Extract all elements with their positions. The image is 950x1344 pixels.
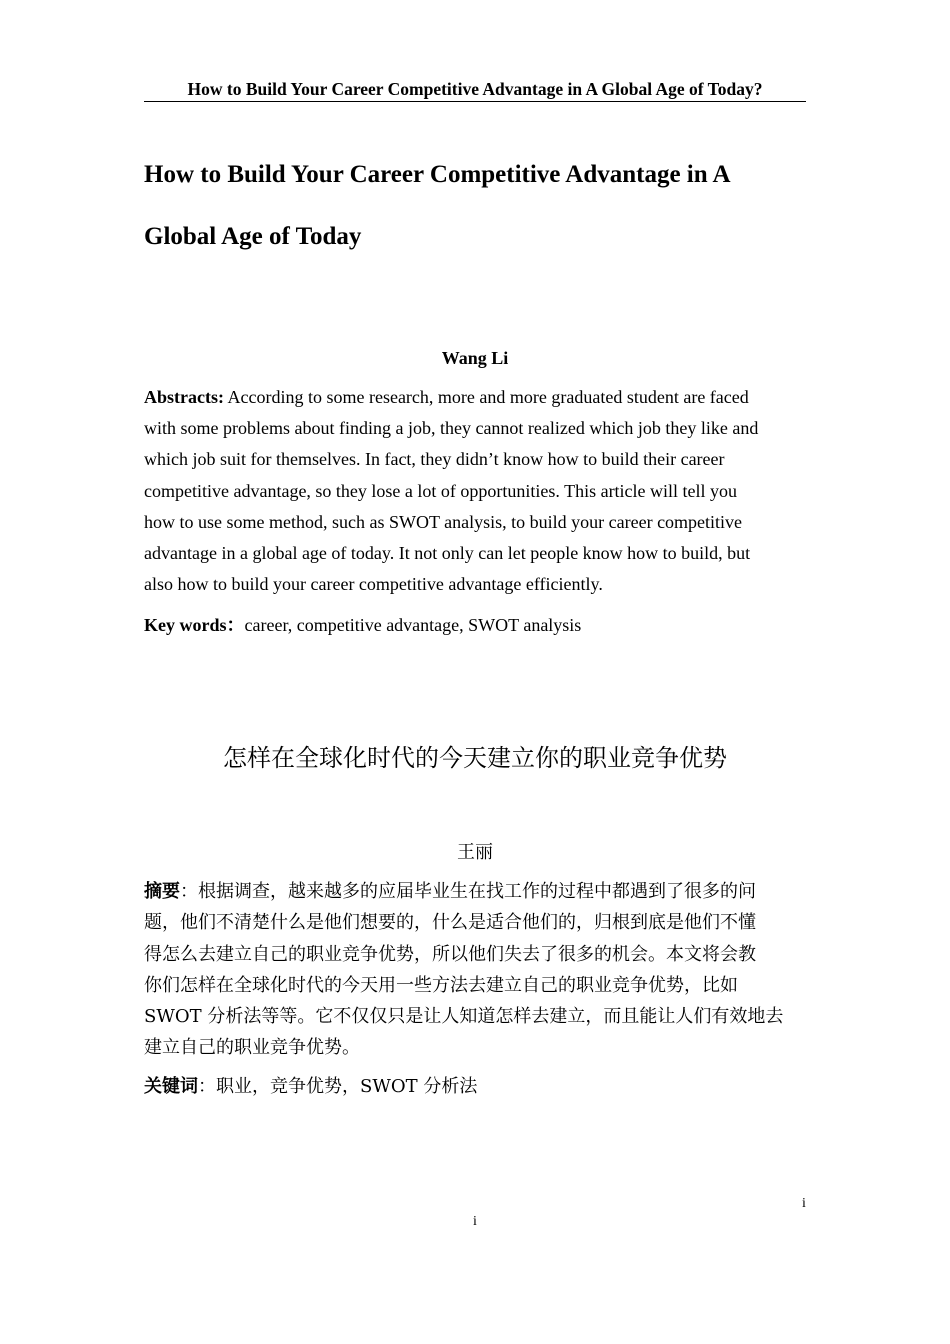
chinese-keywords-text: 职业，竞争优势，SWOT 分析法 — [216, 1076, 478, 1097]
chinese-abstract-line: 你们怎样在全球化时代的今天用一些方法去建立自己的职业竞争优势，比如 — [144, 974, 738, 996]
chinese-abstract-line: SWOT 分析法等等。它不仅仅只是让人知道怎样去建立，而且能让人们有效地去 — [144, 1006, 784, 1028]
chinese-abstract-paragraph — [144, 876, 806, 1064]
chinese-abstract-line: 建立自己的职业竞争优势。 — [144, 1037, 360, 1059]
chinese-author-name: 王丽 — [457, 842, 493, 863]
abstract-line: competitive advantage, so they lose a lot of opportunities. This article will tell you — [144, 480, 738, 501]
abstract-line: how to use some method, such as SWOT analysis, to build your career competitive — [144, 511, 743, 532]
abstract-label: Abstracts: — [144, 387, 224, 407]
chinese-abstract-line: 得怎么去建立自己的职业竞争优势，所以他们失去了很多的机会。本文将会教 — [144, 943, 756, 965]
chinese-keywords-line — [144, 1074, 806, 1100]
chinese-title: 怎样在全球化时代的今天建立你的职业竞争优势 — [223, 744, 727, 772]
paper-title-line-2: Global Age of Today — [144, 223, 362, 250]
paper-title — [144, 144, 824, 268]
chinese-abstract-label: 摘要 — [144, 881, 180, 902]
abstract-line: with some problems about finding a job, they cannot realized which job they like and — [144, 418, 759, 439]
running-header-title: How to Build Your Career Competitive Advantage in A Global Age of Today? — [144, 78, 806, 102]
chinese-keywords-colon: ： — [198, 1076, 216, 1097]
keywords-label: Key words： — [144, 615, 245, 635]
abstract-line: According to some research, more and more graduated student are faced — [227, 387, 749, 407]
chinese-abstract-colon: ： — [180, 881, 198, 902]
author-name: Wang Li — [441, 348, 509, 368]
page-number-center: i — [473, 1214, 477, 1229]
paper-title-line-1: How to Build Your Career Competitive Advantage in A — [144, 161, 731, 188]
abstract-line: advantage in a global age of today. It not only can let people know how to build, but — [144, 543, 751, 564]
chinese-keywords-label: 关键词 — [144, 1076, 198, 1097]
abstract-paragraph — [144, 382, 806, 600]
abstract-line: also how to build your career competitive advantage efficiently. — [144, 574, 603, 595]
keywords-text: career, competitive advantage, SWOT analysis — [244, 615, 582, 635]
abstract-line: which job suit for themselves. In fact, they didn’t know how to build their career — [144, 449, 725, 470]
keywords-line — [144, 612, 806, 638]
page-number-right: i — [802, 1196, 806, 1211]
chinese-abstract-line: 根据调查，越来越多的应届毕业生在找工作的过程中都遇到了很多的问 — [198, 881, 756, 902]
chinese-abstract-line: 题，他们不清楚什么是他们想要的，什么是适合他们的，归根到底是他们不懂 — [144, 912, 756, 934]
